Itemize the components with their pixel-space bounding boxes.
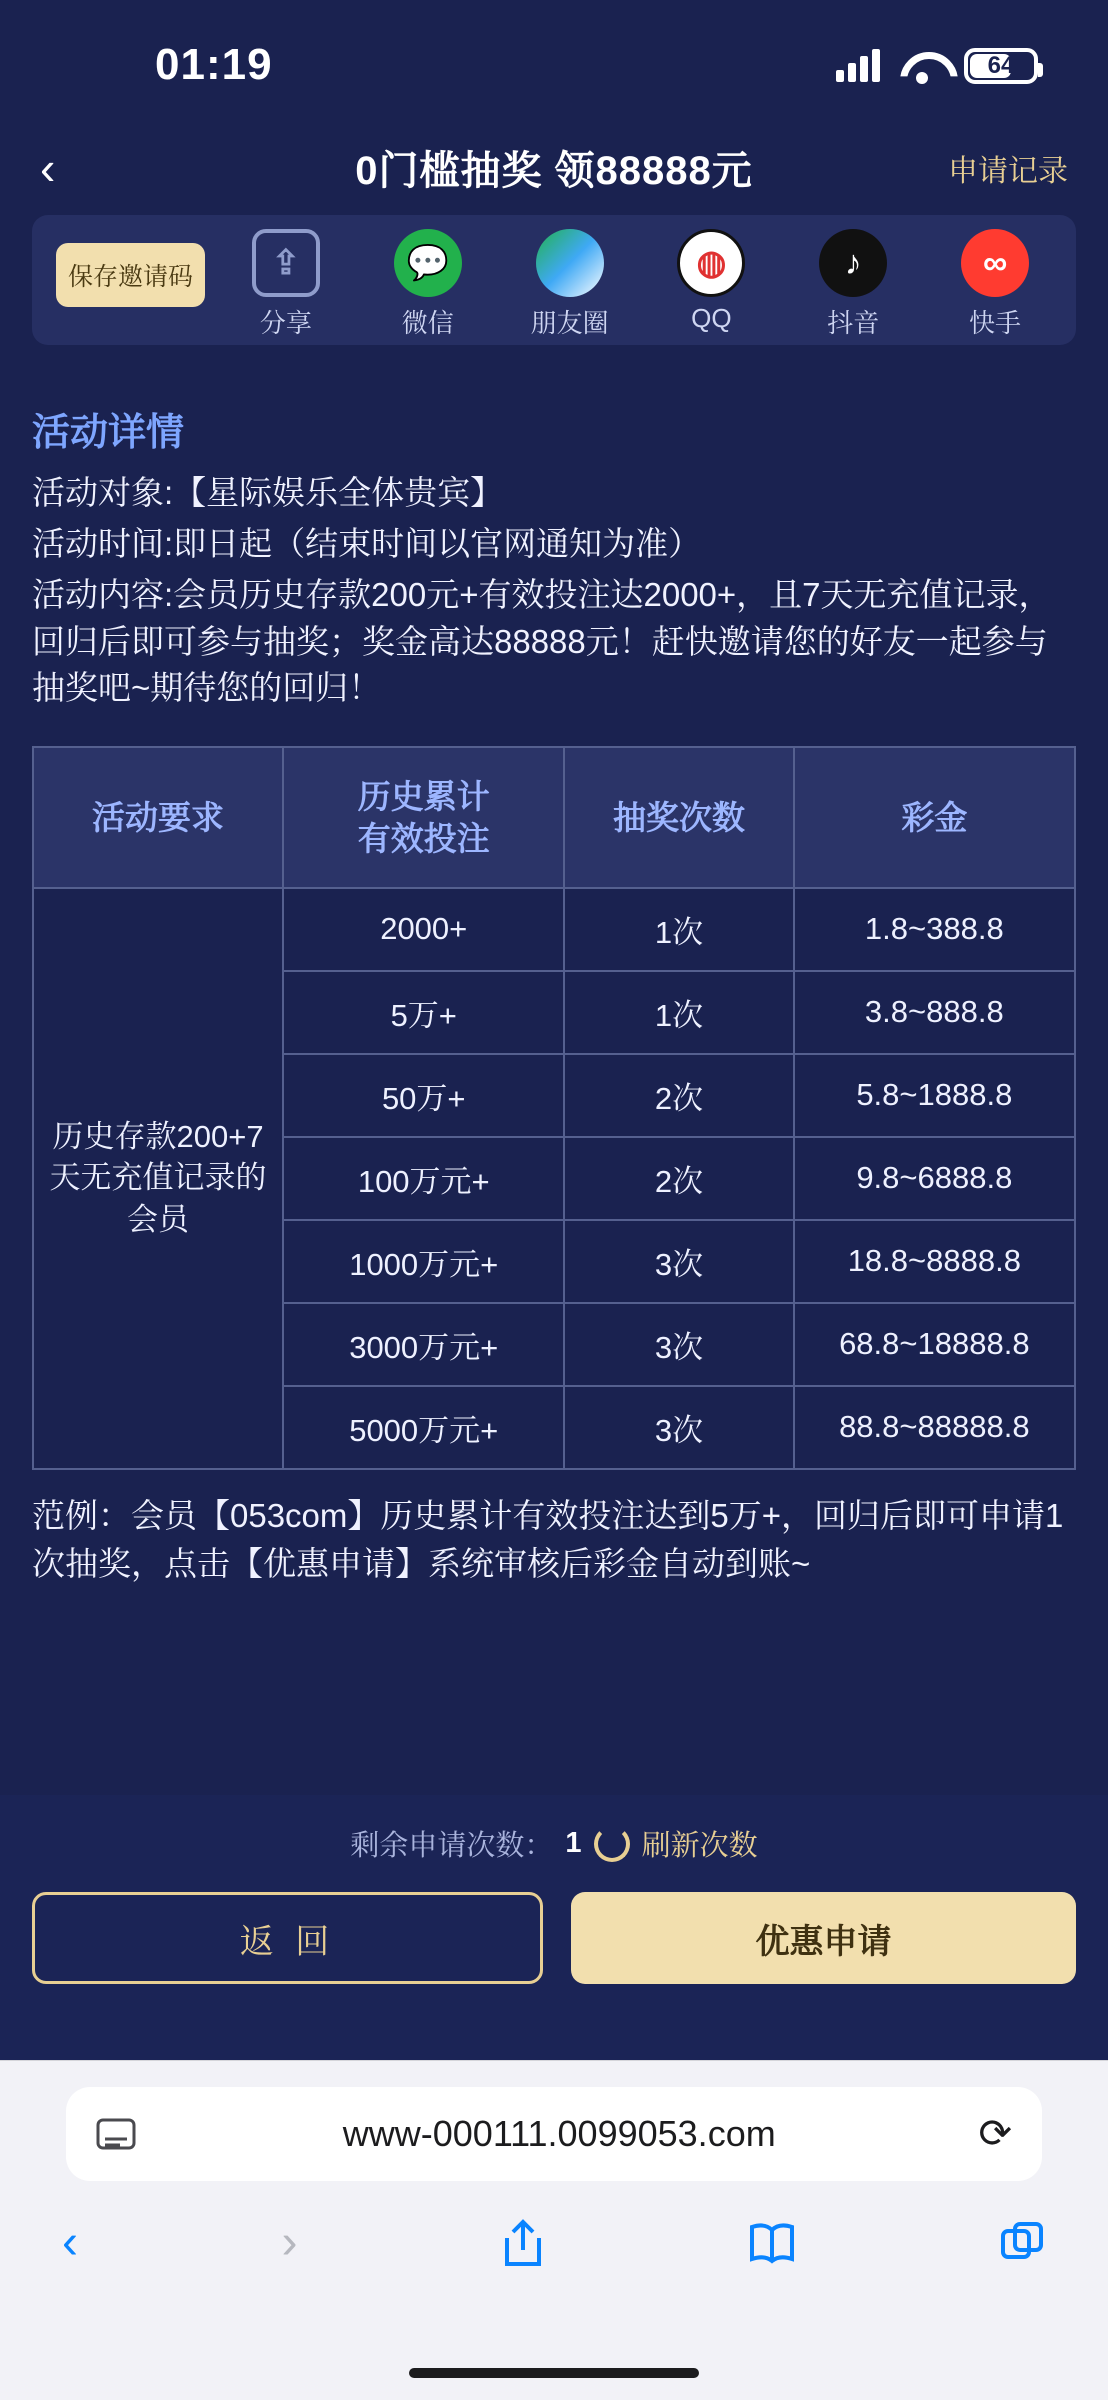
table-header-times: 抽奖次数	[564, 747, 793, 888]
example-text: 范例：会员【053com】历史累计有效投注达到5万+，回归后即可申请1次抽奖，点击【优惠申请】系统审核后彩金自动到账~	[32, 1496, 1064, 1582]
page-title: 0门槛抽奖 领88888元	[355, 149, 753, 193]
share-item-kuaishou[interactable]	[935, 229, 1055, 340]
table-cell-bet: 5万+	[283, 971, 564, 1054]
share-section	[0, 215, 1108, 345]
browser-share-icon[interactable]	[501, 2218, 545, 2268]
address-bar[interactable]	[66, 2087, 1042, 2181]
share-item-label: 微信	[401, 308, 454, 338]
remaining-attempts	[0, 1795, 1108, 1864]
detail-target: 活动对象:【星际娱乐全体贵宾】	[32, 474, 504, 511]
cellular-signal-icon	[836, 50, 880, 82]
table-header-requirement: 活动要求	[33, 747, 283, 888]
table-header-bet	[283, 747, 564, 888]
table-cell-bonus: 18.8~8888.8	[794, 1220, 1075, 1303]
page-settings-icon[interactable]	[96, 2114, 140, 2154]
reward-table	[32, 746, 1076, 1470]
table-cell-times: 3次	[564, 1386, 793, 1469]
table-cell-bonus: 1.8~388.8	[794, 888, 1075, 971]
table-header-bet-line1: 历史累计	[357, 778, 490, 816]
table-row	[33, 888, 1075, 971]
chevron-left-icon[interactable]: ‹	[40, 141, 56, 194]
table-cell-bet: 1000万元+	[283, 1220, 564, 1303]
table-cell-bet: 5000万元+	[283, 1386, 564, 1469]
tabs-icon[interactable]	[1000, 2220, 1046, 2266]
detail-time: 活动时间:即日起（结束时间以官网通知为准）	[32, 524, 702, 562]
kuaishou-icon: ∞	[961, 229, 1029, 297]
table-cell-bet: 2000+	[283, 888, 564, 971]
apply-button[interactable]: 优惠申请	[571, 1892, 1076, 1984]
share-item-wechat[interactable]	[368, 229, 488, 340]
back-button[interactable]: 返 回	[32, 1892, 543, 1984]
browser-chrome	[0, 2060, 1108, 2400]
action-bar	[0, 1795, 1108, 2060]
table-cell-bonus: 5.8~1888.8	[794, 1054, 1075, 1137]
page-navbar	[0, 120, 1108, 215]
share-item-label: 朋友圈	[530, 308, 609, 338]
table-cell-bet: 100万元+	[283, 1137, 564, 1220]
save-invite-code-button[interactable]: 保存邀请码	[56, 243, 205, 307]
table-cell-bonus: 68.8~18888.8	[794, 1303, 1075, 1386]
battery-icon	[964, 48, 1038, 84]
remaining-count: 1	[565, 1827, 582, 1859]
url-text[interactable]: www-000111.0099053.com	[342, 2113, 776, 2154]
share-item-label: QQ	[691, 303, 732, 333]
table-cell-times: 3次	[564, 1303, 793, 1386]
bookmarks-icon[interactable]	[748, 2222, 796, 2264]
table-cell-times: 2次	[564, 1054, 793, 1137]
status-bar	[0, 0, 1108, 120]
table-cell-times: 1次	[564, 888, 793, 971]
share-item-share[interactable]	[226, 229, 346, 340]
share-item-label: 分享	[259, 308, 312, 338]
reload-icon[interactable]: ⟳	[978, 2112, 1012, 2156]
table-cell-requirement: 历史存款200+7天无充值记录的会员	[33, 888, 283, 1469]
table-cell-bonus: 9.8~6888.8	[794, 1137, 1075, 1220]
douyin-icon: ♪	[819, 229, 887, 297]
detail-content: 活动内容:会员历史存款200元+有效投注达2000+，且7天无充值记录，回归后即可参与抽奖；奖金高达88888元！赶快邀请您的好友一起参与抽奖吧~期待您的回归！	[32, 575, 1052, 707]
browser-back-icon[interactable]: ‹	[62, 2216, 78, 2269]
table-cell-times: 1次	[564, 971, 793, 1054]
share-item-label: 快手	[969, 308, 1022, 338]
wechat-icon: 💬	[394, 229, 462, 297]
table-cell-times: 3次	[564, 1220, 793, 1303]
share-icon: ⇪	[252, 229, 320, 297]
remaining-label: 剩余申请次数：	[350, 1830, 554, 1862]
table-cell-bonus: 88.8~88888.8	[794, 1386, 1075, 1469]
browser-toolbar	[0, 2181, 1108, 2270]
share-item-qq[interactable]	[651, 229, 771, 334]
table-header-row	[33, 747, 1075, 888]
moments-icon	[536, 229, 604, 297]
qq-icon: ◍	[677, 229, 745, 297]
activity-details	[0, 401, 1108, 1587]
table-cell-bet: 50万+	[283, 1054, 564, 1137]
status-bar-time: 01:19	[155, 40, 273, 89]
share-item-moments[interactable]	[510, 229, 630, 340]
table-header-bonus: 彩金	[794, 747, 1075, 888]
table-cell-bet: 3000万元+	[283, 1303, 564, 1386]
browser-forward-icon[interactable]: ›	[281, 2216, 298, 2269]
refresh-icon[interactable]	[594, 1826, 630, 1862]
table-header-bet-line2: 有效投注	[357, 819, 490, 857]
reward-table-body	[33, 888, 1075, 1469]
share-item-douyin[interactable]	[793, 229, 913, 340]
share-panel	[32, 215, 1076, 345]
section-title: 活动详情	[32, 412, 185, 454]
wifi-icon	[900, 50, 944, 82]
table-cell-bonus: 3.8~888.8	[794, 971, 1075, 1054]
share-item-label: 抖音	[827, 308, 880, 338]
refresh-label[interactable]: 刷新次数	[641, 1830, 758, 1862]
apply-records-link[interactable]: 申请记录	[948, 154, 1068, 188]
battery-level: 64	[987, 52, 1015, 79]
table-cell-times: 2次	[564, 1137, 793, 1220]
home-indicator	[409, 2368, 699, 2378]
